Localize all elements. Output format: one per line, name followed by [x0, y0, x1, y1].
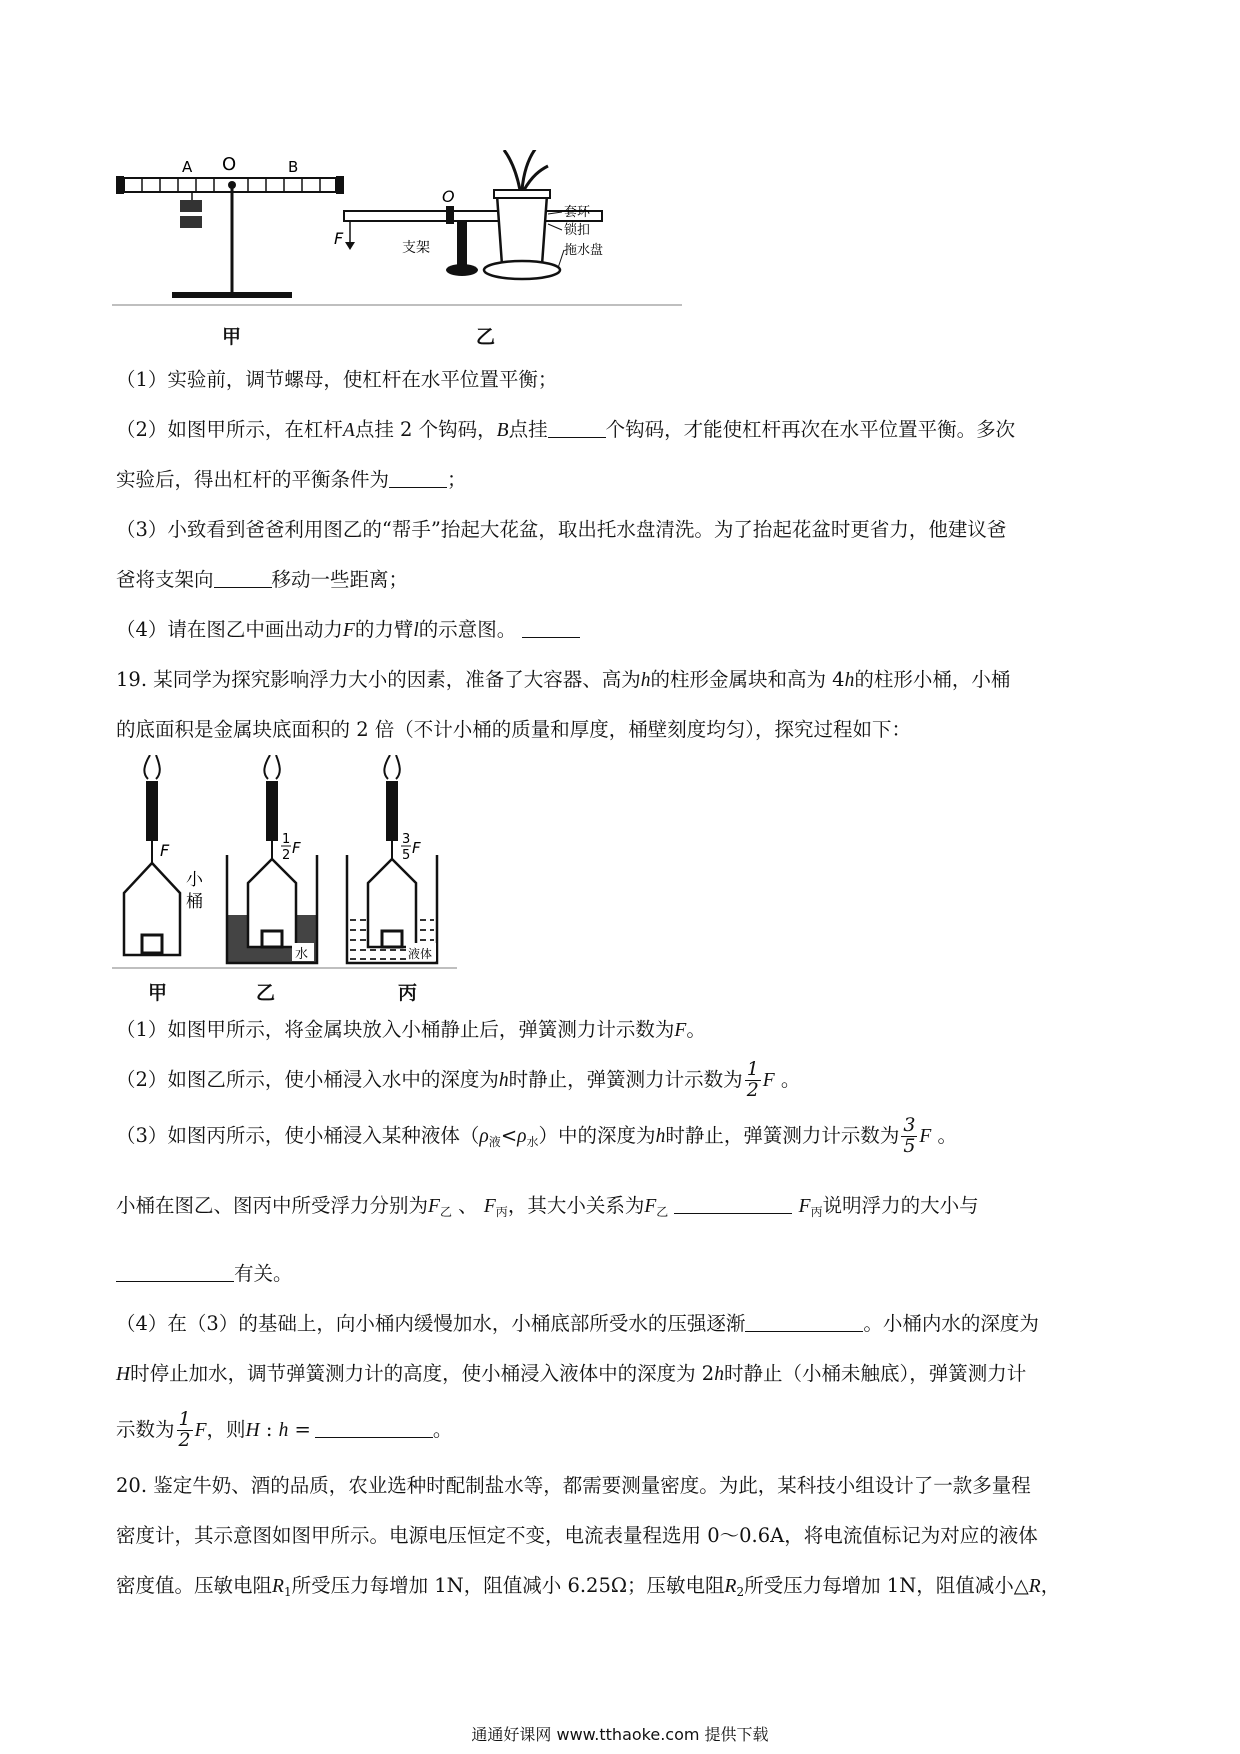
label-o: O — [222, 154, 237, 175]
page-footer: 通通好课网 www.tthaoke.com 提供下载 — [471, 1725, 769, 1744]
label-f-bing: F — [412, 839, 421, 857]
q18-part3-line2: 爸将支架向 移动一些距离； — [116, 568, 409, 591]
buoyancy-figure — [112, 755, 457, 970]
caption-jia: 甲 — [222, 326, 242, 348]
answer-blank[interactable] — [674, 1193, 792, 1214]
caption-yi: 乙 — [476, 326, 496, 348]
label-frac-bing-d: 5 — [402, 848, 411, 863]
label-xiaotong-1: 小 — [186, 870, 203, 890]
label-shui: 水 — [295, 947, 309, 962]
label-f: F — [334, 229, 344, 248]
q19-part4-line3: 示数为 $\frac{1}{2}$ F，则H : h = 。 — [116, 1408, 453, 1451]
fig2-caption-yi: 乙 — [256, 982, 276, 1004]
fraction: $\frac{3}{5}$ — [903, 1114, 916, 1157]
label-f-jia: F — [160, 841, 170, 860]
label-o2: O — [442, 187, 455, 206]
q19-part3-end: 有关。 — [116, 1260, 293, 1288]
answer-blank[interactable] — [522, 617, 580, 638]
label-suokou: 锁扣 — [564, 223, 591, 238]
label-xiaotong-2: 桶 — [186, 892, 203, 912]
q19-intro-line1: 19. 某同学为探究影响浮力大小的因素，准备了大容器、高为h的柱形金属块和高为 4h的柱形小桶，小桶 — [116, 668, 1011, 691]
label-tuoshuipan: 拖水盘 — [564, 243, 604, 258]
q19-intro-line2: 的底面积是金属块底面积的 2 倍（不计小桶的质量和厚度，桶壁刻度均匀），探究过程如下： — [116, 718, 912, 741]
q20-line2: 密度计，其示意图如图甲所示。电源电压恒定不变，电流表量程选用 0～0.6A，将电流值标记为对应的液体 — [116, 1524, 1038, 1547]
q19-part1: （1）如图甲所示，将金属块放入小桶静止后，弹簧测力计示数为F。 — [116, 1018, 706, 1041]
label-frac-yi-n: 1 — [282, 832, 291, 847]
q19-part3-buoyancy: 小桶在图乙、图丙中所受浮力分别为$F_乙$ 、 $F_丙$，其大小关系为$F_乙$ $F_丙$说明浮力的大小与 — [116, 1194, 979, 1219]
answer-blank[interactable] — [745, 1311, 863, 1332]
label-zhijia: 支架 — [402, 240, 430, 256]
q19-part4-line1: （4）在（3）的基础上，向小桶内缓慢加水，小桶底部所受水的压强逐渐 。小桶内水的深度为 — [116, 1312, 1039, 1335]
label-b: B — [288, 158, 299, 176]
answer-blank[interactable] — [116, 1261, 234, 1282]
label-a: A — [182, 158, 193, 176]
q20-line1: 20. 鉴定牛奶、酒的品质，农业选种时配制盐水等，都需要测量密度。为此，某科技小组设计了一款多量程 — [116, 1474, 1031, 1497]
q18-part1: （1）实验前，调节螺母，使杠杆在水平位置平衡； — [116, 368, 558, 391]
q18-part2-line2: 实验后，得出杠杆的平衡条件为 ； — [116, 468, 467, 491]
q18-part2-line1: （2）如图甲所示，在杠杆A点挂 2 个钩码，B点挂 个钩码，才能使杠杆再次在水平位置平衡。多次 — [116, 418, 1016, 441]
label-taohuan: 套环 — [564, 205, 591, 220]
label-frac-bing-n: 3 — [402, 832, 411, 847]
q18-part4: （4）请在图乙中画出动力F的力臂l的示意图。 — [116, 616, 580, 645]
fraction: $\frac{1}{2}$ — [746, 1058, 759, 1101]
lever-figure — [112, 150, 682, 310]
answer-blank[interactable] — [214, 567, 272, 588]
q18-part3-line1: （3）小致看到爸爸利用图乙的“帮手”抬起大花盆，取出托水盘清洗。为了抬起花盆时更省力，他建议爸 — [116, 518, 1007, 541]
label-f-yi: F — [292, 839, 301, 857]
label-yeti: 液体 — [408, 947, 433, 961]
q20-line3: 密度值。压敏电阻$R_1$所受压力每增加 1N，阻值减小 6.25Ω；压敏电阻$R_2$所受压力每增加 1N，阻值减小△R， — [116, 1574, 1061, 1599]
answer-blank[interactable] — [548, 417, 606, 438]
q19-part3: （3）如图丙所示，使小桶浸入某种液体$(\rho_液<\rho_水)$中的深度为h时静止，弹簧测力计示数为 $\frac{3}{5}$ F 。 — [116, 1114, 958, 1157]
fig2-caption-bing: 丙 — [398, 982, 418, 1004]
label-frac-yi-d: 2 — [282, 848, 291, 863]
fig2-caption-jia: 甲 — [148, 982, 168, 1004]
q19-part2: （2）如图乙所示，使小桶浸入水中的深度为h时静止，弹簧测力计示数为 $\frac{1}{2}$ F 。 — [116, 1058, 801, 1101]
answer-blank[interactable] — [315, 1417, 433, 1438]
q19-part4-line2: H时停止加水，调节弹簧测力计的高度，使小桶浸入液体中的深度为 2h时静止（小桶未触底），弹簧测力计 — [116, 1362, 1027, 1385]
answer-blank[interactable] — [389, 467, 447, 488]
fraction: $\frac{1}{2}$ — [178, 1408, 191, 1451]
